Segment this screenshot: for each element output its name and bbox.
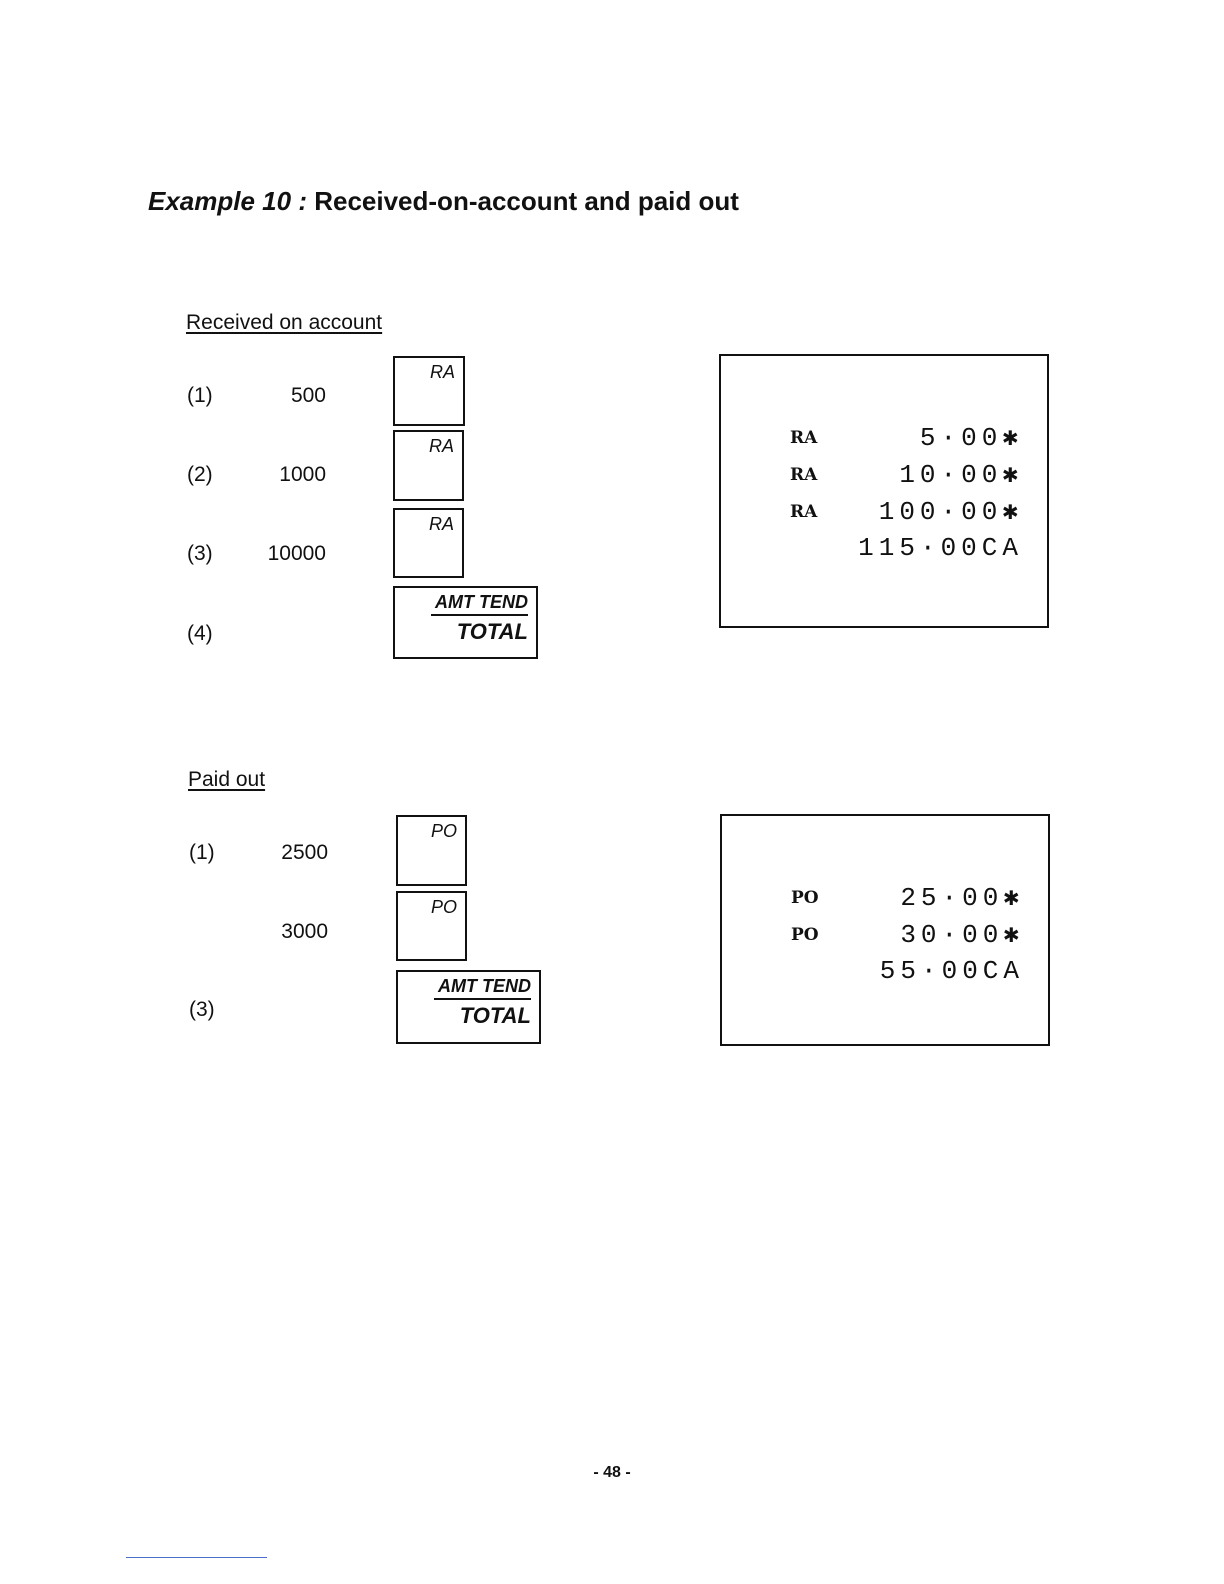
receipt-code: RA [790, 428, 818, 448]
po-step-amount: 3000 [281, 920, 328, 943]
example-title: Received-on-account and paid out [314, 186, 739, 216]
ra-key [393, 356, 465, 426]
ra-key [393, 430, 464, 501]
ra-step-amount: 500 [290, 384, 326, 407]
page-number: - 48 - [593, 1464, 631, 1481]
po-key-label: PO [430, 897, 457, 917]
ra-key-label: RA [428, 514, 454, 534]
amt-tend-total-key [393, 586, 538, 659]
receipt-code: PO [791, 888, 819, 908]
amt-tend-label: AMT TEND [434, 976, 531, 1000]
amt-tend-total-key [396, 970, 541, 1044]
receipt-code: PO [791, 925, 819, 945]
receipt-value: 25·00✱ [900, 883, 1024, 913]
receipt-total: 115·00CA [858, 533, 1023, 563]
ra-step-amount: 1000 [279, 463, 326, 486]
receipt-code: RA [790, 465, 818, 485]
receipt-value: 5·00✱ [919, 423, 1023, 453]
receipt-value: 30·00✱ [900, 920, 1024, 950]
ra-key [393, 508, 464, 578]
po-receipt [720, 814, 1050, 1046]
po-step-label: (3) [189, 998, 215, 1021]
po-key [396, 891, 467, 961]
ra-step-amount: 10000 [267, 542, 326, 565]
ra-step-label: (4) [187, 622, 213, 645]
receipt-code: RA [790, 502, 818, 522]
received-on-account-heading: Received on account [186, 311, 383, 334]
po-step-label: (1) [189, 841, 215, 864]
amt-tend-label: AMT TEND [431, 592, 528, 616]
ra-step-label: (1) [187, 384, 213, 407]
receipt-value: 100·00✱ [878, 497, 1023, 527]
ra-step-label: (2) [187, 463, 213, 486]
ra-step-label: (3) [187, 542, 213, 565]
page-title [148, 186, 739, 217]
receipt-total: 55·00CA [879, 956, 1024, 986]
po-key [396, 815, 467, 886]
paid-out-heading: Paid out [188, 768, 266, 791]
scan-edge-line [126, 1557, 267, 1558]
total-label: TOTAL [456, 619, 528, 644]
ra-key-label: RA [429, 362, 455, 382]
po-key-label: PO [430, 821, 457, 841]
example-label: Example 10 : [148, 186, 307, 216]
ra-key-label: RA [428, 436, 454, 456]
po-step-amount: 2500 [281, 841, 328, 864]
total-label: TOTAL [459, 1003, 531, 1028]
receipt-value: 10·00✱ [899, 460, 1023, 490]
ra-receipt [719, 354, 1049, 628]
